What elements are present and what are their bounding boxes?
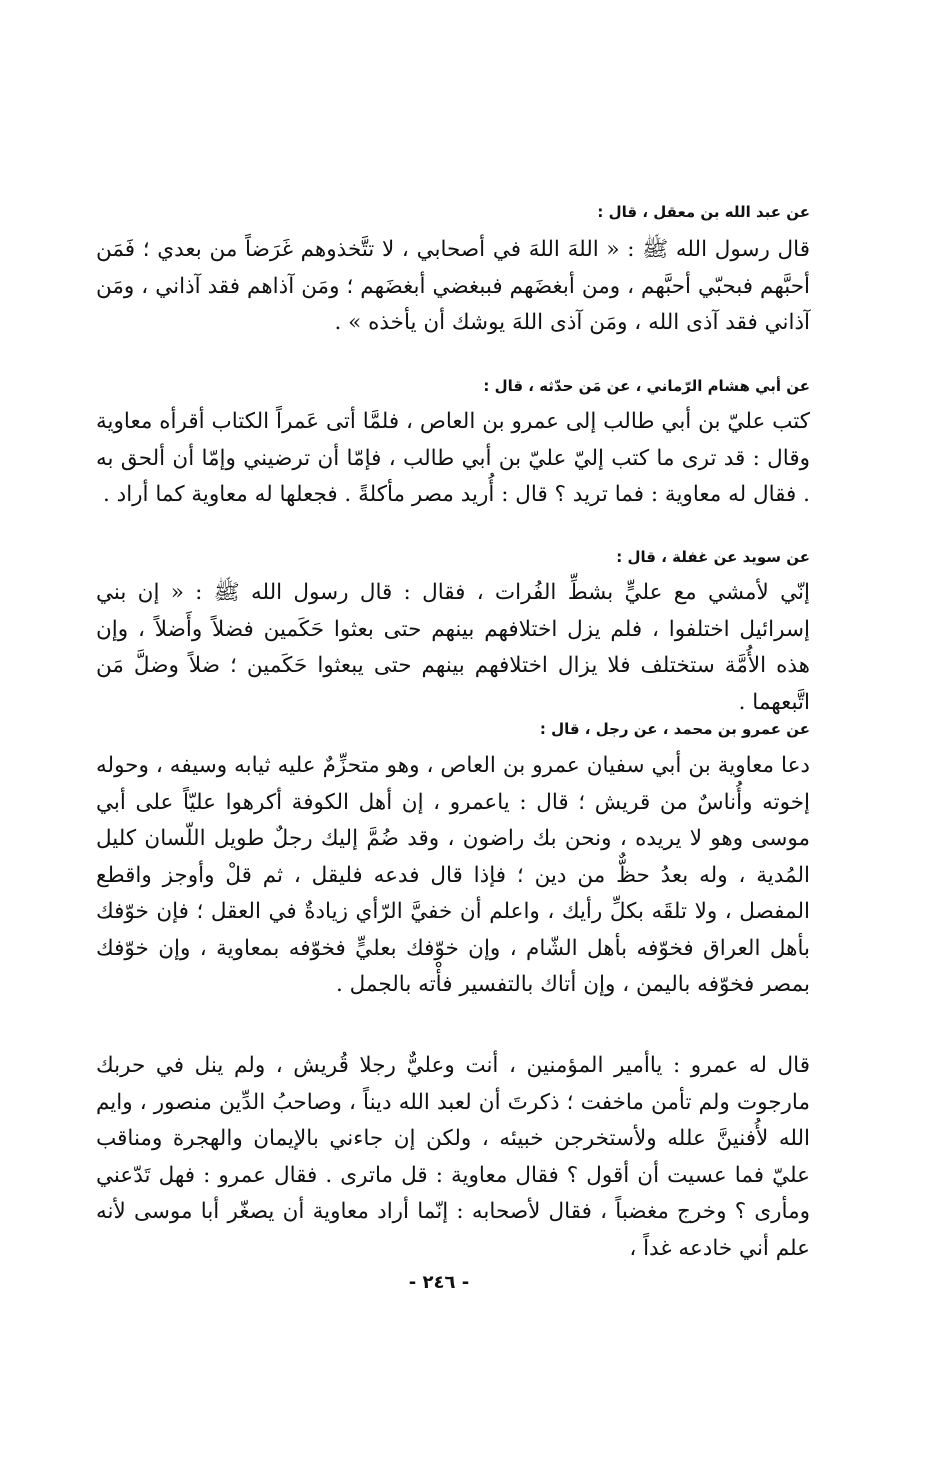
narration-body: دعا معاوية بن أبي سفيان عمرو بن العاص ، وهو متحزِّمٌ عليه ثيابه وسيفه ، وحوله إخوته وأُناسٌ من قريش ؛ قال : ياعمرو ، إن أهل الكوفة أكرهوا عليّاً على أبي موسى وهو لا يريده ، ونحن بك راضون ، وقد ضُمَّ إليك رجلٌ طويل اللّسان كليل المُدية ، وله بعدُ حظٌّ من دين ؛ فإذا قال فدعه فليقل ، ثم قلْ وأوجز واقطع المفصل ، ولا تلقَه بكلِّ رأيك ، واعلم أن خفيَّ الرّأي زيادةٌ في العقل ؛ فإن خوّفك بأهل العراق فخوّفه بأهل الشّام ، وإن خوّفك بعليٍّ فخوّفه بمعاوية ، وإن خوّفك بمصر فخوّفه باليمن ، وإن أتاك بالتفسير فأْته بالجمل . <box>96 753 810 997</box>
page-number: - ٢٤٦ - <box>408 1272 470 1293</box>
narration-body: قال رسول الله ﷺ : « اللهَ اللهَ في أصحابي ، لا تتَّخذوهم غَرَضاً من بعدي ؛ فَمَن أحبَّهم فبحبّي أحبَّهم ، ومن أبغضَهم فببغضي أبغضَهم ؛ ومَن آذاهم فقد آذاني ، ومَن آذاني فقد آذى الله ، ومَن آذى اللهَ يوشك أن يأخذه » . <box>96 237 810 335</box>
narration-body: قال له عمرو : ياأمير المؤمنين ، أنت وعليٌّ رجلا قُريش ، ولم ينل في حربك مارجوت ولم تأمن ماخفت ؛ ذكرتَ أن لعبد الله ديناً ، وصاحبُ الدِّين منصور ، وايم الله لأُفنينَّ علله ولأستخرجن خبيئه ، ولكن إن جاءني بالإيمان والهجرة ومناقب عليّ فما عسيت أن أقول ؟ فقال معاوية : قل ماترى . فقال عمرو : فهل تَدّعني ومأرى ؟ وخرج مغضباً ، فقال لأصحابه : إنّما أراد معاوية أن يصغّر أبا موسى لأنه علم أني خادعه غداً ، <box>96 1053 810 1261</box>
narration-heading: عن سويد عن غفلة ، قال : <box>616 548 810 566</box>
narration-heading: عن أبي هشام الرّماني ، عن مَن حدّثه ، قال : <box>483 377 810 395</box>
narration-heading: عن عمرو بن محمد ، عن رجل ، قال : <box>539 720 810 738</box>
narration-body: كتب عليّ بن أبي طالب إلى عمرو بن العاص ، فلمَّا أتى عَمراً الكتاب أقرأه معاوية وقال : قد ترى ما كتب إليّ عليّ بن أبي طالب ، فإمّا أن ترضيني وإمّا أن ألحق به . فقال له معاوية : فما تريد ؟ قال : أُريد مصر مأكلةً . فجعلها له معاوية كما أراد . <box>96 409 810 507</box>
narration-body: إنّي لأمشي مع عليٍّ بشطِّ الفُرات ، فقال : قال رسول الله ﷺ : « إن بني إسرائيل اختلفوا ، فلم يزل اختلافهم بينهم حتى بعثوا حَكَمين فضلاً وأَضلاً ، وإن هذه الأُمَّة ستختلف فلا يزال اختلافهم بينهم حتى يبعثوا حَكَمين ؛ ضلاً وضلَّ مَن اتَّبعهما . <box>96 580 810 715</box>
narration-heading: عن عبد الله بن معقل ، قال : <box>597 203 810 221</box>
